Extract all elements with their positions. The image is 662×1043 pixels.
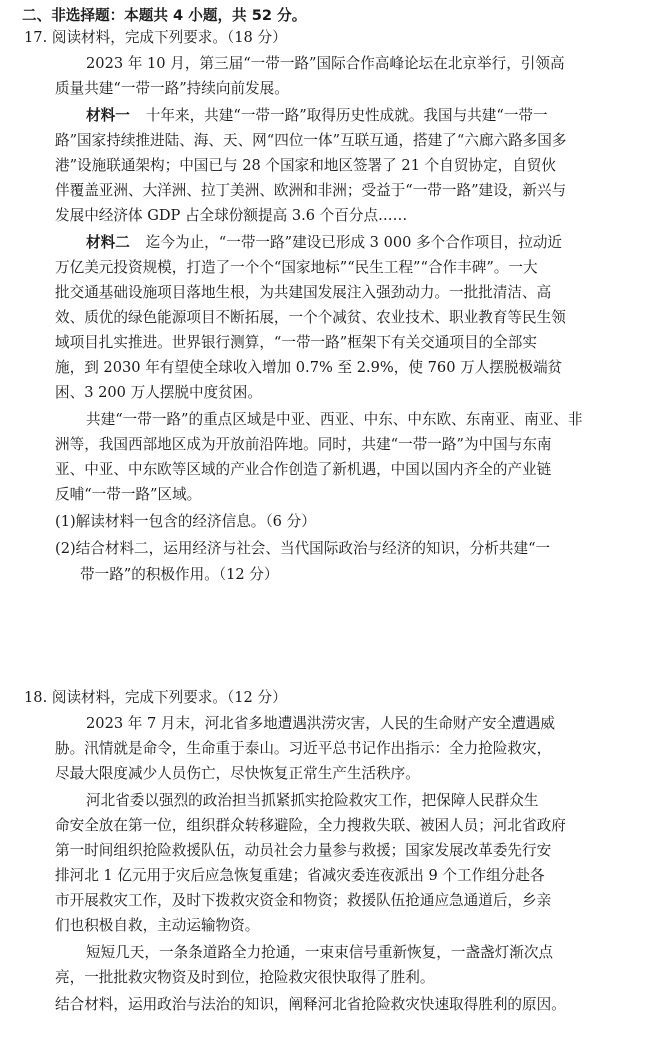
- q18-para3-line: 亮，一批批救灾物资及时到位，抢险救灾很快取得了胜利。: [55, 969, 435, 986]
- q18-heading: 18. 阅读材料，完成下列要求。（12 分）: [24, 689, 287, 706]
- q18-task: 结合材料，运用政治与法治的知识，阐释河北省抢险救灾快速取得胜利的原因。: [55, 996, 566, 1013]
- q17-material1-line: 路”国家持续推进陆、海、天、网“四位一体”互联互通，搭建了“六廊六路多国多: [55, 132, 567, 149]
- q17-heading: 17. 阅读材料，完成下列要求。（18 分）: [24, 29, 287, 46]
- q18-para2-line: 第一时间组织抢险救援队伍，动员社会力量参与救援；国家发展改革委先行安: [55, 842, 552, 859]
- q17-intro-line: 质量共建“一带一路”持续向前发展。: [55, 80, 289, 97]
- q17-material3-line: 亚、中亚、中东欧等区域的产业合作创造了新机遇，中国以国内齐全的产业链: [55, 461, 552, 478]
- q17-material1-line: 伴覆盖亚洲、大洋洲、拉丁美洲、欧洲和非洲；受益于“一带一路”建设，新兴与: [55, 182, 567, 199]
- q17-material3-line: 共建“一带一路”的重点区域是中亚、西亚、中东、中东欧、东南亚、南亚、非: [86, 411, 583, 428]
- q17-material3-line: 洲等，我国西部地区成为开放前沿阵地。同时，共建“一带一路”为中国与东南: [55, 436, 552, 453]
- q17-material3-line: 反哺“一带一路”区域。: [55, 486, 202, 503]
- q17-material1-line: 发展中经济体 GDP 占全球份额提高 3.6 个百分点……: [55, 207, 408, 224]
- q17-subquestion-2-cont: 带一路”的积极作用。（12 分）: [80, 566, 279, 583]
- material2-label: 材料二: [86, 234, 130, 251]
- q18-para2-line: 们也积极自救，主动运输物资。: [55, 917, 260, 934]
- material2-text: 迄今为止，“一带一路”建设已形成 3 000 多个合作项目，拉动近: [145, 234, 563, 251]
- q17-material2-line: 困、3 200 万人摆脱中度贫困。: [55, 384, 262, 401]
- q17-material1-line: 港”设施联通架构；中国已与 28 个国家和地区签署了 21 个自贸协定，自贸伙: [55, 157, 556, 174]
- material1-text: 十年来，共建“一带一路”取得历史性成就。我国与共建“一带一: [145, 107, 548, 124]
- q17-material2-line: 批交通基础设施项目落地生根，为共建国发展注入强劲动力。一批批清洁、高: [55, 284, 552, 301]
- section-title: 二、非选择题：本题共 4 小题，共 52 分。: [22, 7, 307, 24]
- q17-material2-line: 域项目扎实推进。世界银行测算，“一带一路”框架下有关交通项目的全部实: [55, 334, 537, 351]
- q17-subquestion-1: (1)解读材料一包含的经济信息。（6 分）: [55, 513, 316, 530]
- q18-para2-line: 排河北 1 亿元用于灾后应急恢复重建；省减灾委连夜派出 9 个工作组分赴各: [55, 867, 545, 884]
- q18-para2-line: 市开展救灾工作，及时下拨救灾资金和物资；救援队伍抢通应急通道后，乡亲: [55, 892, 552, 909]
- material1-label: 材料一: [86, 107, 130, 124]
- q17-intro-line: 2023 年 10 月，第三届“一带一路”国际合作高峰论坛在北京举行，引领高: [86, 55, 565, 72]
- q18-para1-line: 胁。汛情就是命令，生命重于泰山。习近平总书记作出指示：全力抢险救灾，: [55, 740, 552, 757]
- q18-para3-line: 短短几天，一条条道路全力抢通，一束束信号重新恢复，一盏盏灯渐次点: [86, 944, 554, 961]
- q18-para1-line: 尽最大限度减少人员伤亡，尽快恢复正常生产生活秩序。: [55, 765, 420, 782]
- q17-material2-line: 施，到 2030 年有望使全球收入增加 0.7% 至 2.9%，使 760 万人摆脱极端贫: [55, 359, 563, 376]
- q17-material2-line: 效、质优的绿色能源项目不断拓展，一个个减贫、农业技术、职业教育等民生领: [55, 309, 566, 326]
- q17-material2-line: [86, 231, 562, 256]
- q17-material1-line: [86, 104, 548, 129]
- q18-para2-line: 河北省委以强烈的政治担当抓紧抓实抢险救灾工作，把保障人民群众生: [86, 792, 539, 809]
- q18-para1-line: 2023 年 7 月末，河北省多地遭遇洪涝灾害，人民的生命财产安全遭遇威: [86, 715, 555, 732]
- q17-subquestion-2: (2)结合材料二，运用经济与社会、当代国际政治与经济的知识，分析共建“一: [55, 540, 551, 557]
- q18-para2-line: 命安全放在第一位，组织群众转移避险，全力搜救失联、被困人员；河北省政府: [55, 817, 566, 834]
- q17-material2-line: 万亿美元投资规模，打造了一个个“国家地标”“民生工程”“合作丰碑”。一大: [55, 259, 538, 276]
